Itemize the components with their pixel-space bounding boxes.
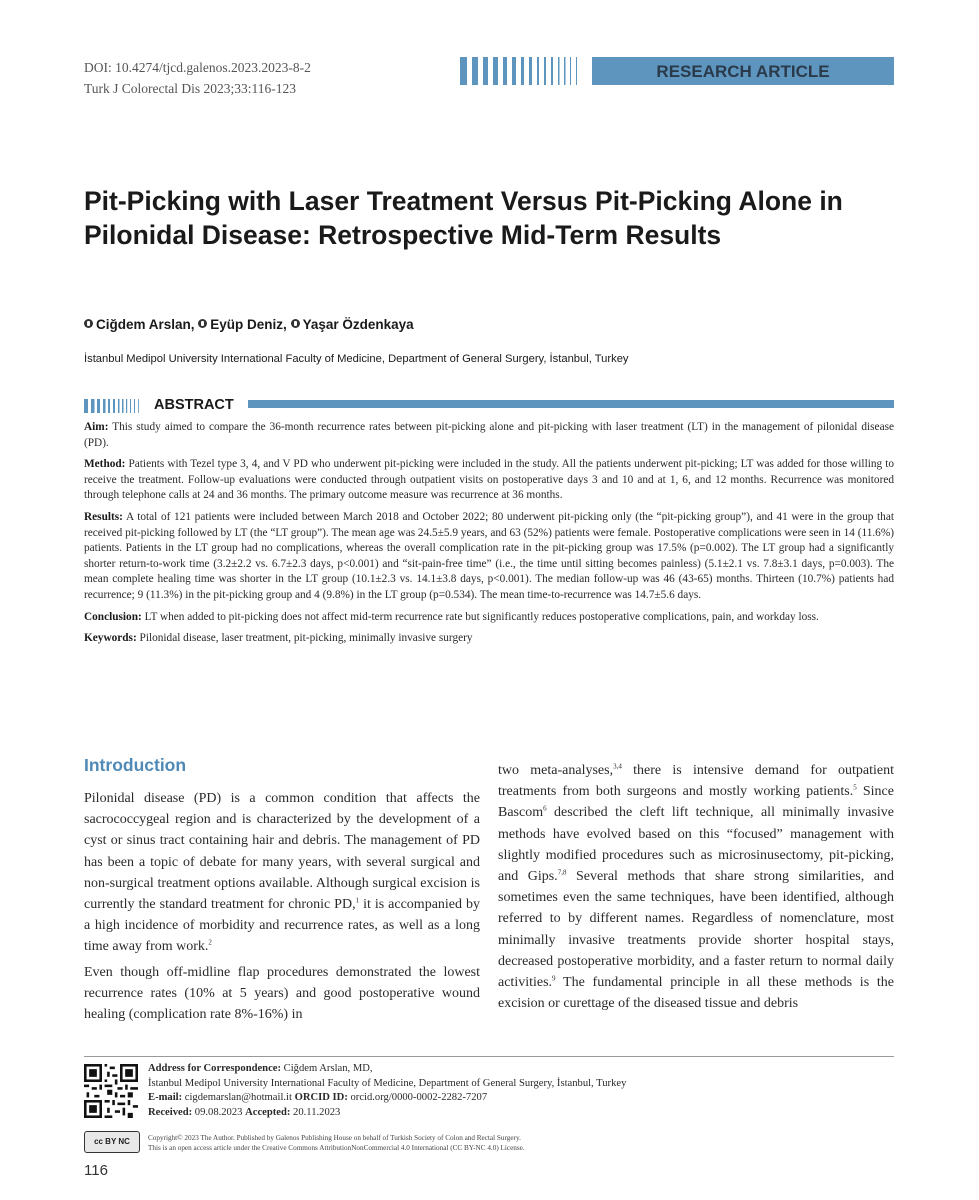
article-type-badge: RESEARCH ARTICLE <box>592 57 894 85</box>
author-list <box>84 317 414 332</box>
page-number: 116 <box>84 1162 108 1179</box>
body-column-right <box>498 760 894 1018</box>
correspondence-block: Address for Correspondence: Ciğdem Arslan, MD, İstanbul Medipol University International Faculty of Medicine, Department of General Surgery, İstanbul, Turkey E-mail: cigdemarslan@hotmail.it ORCID ID: orcid.org/0000-0002-2282-7207 Received: 09.08.2023 Accepted: 20.11.2023 <box>148 1063 627 1118</box>
abstract-heading: ABSTRACT <box>154 397 234 413</box>
citation-ref[interactable]: 3,4 <box>613 762 622 771</box>
citation-ref[interactable]: 1 <box>355 896 360 905</box>
abstract-results: Results: A total of 121 patients were included between March 2018 and October 2022; 80 underwent pit-picking only (the “pit-picking group”), and 41 were in the group that received pit-picking followed by LT (the “LT group”). The mean age was 24.5±5.9 years, and 63 (52%) patients were female. Postoperative complications were seen in 14 (11.6%) patients. Patients in the LT group had no complications, whereas the overall complication rate in the pit-picking group was 17.5% (p=0.002). The LT group had a significantly shorter return-to-work time (3.2±2.2 vs. 6.7±2.3 days, p<0.001) and “sit-pain-free time” (i.e., the time until sitting becomes painless) (5.1±2.1 vs. 7.8±3.1 days, p=0.003). The mean complete healing time was shorter in the LT group (10.1±2.3 vs. 14.1±3.8 days, p<0.001). The median follow-up was 46 (43-65) months. Thirteen (10.7%) patients had recurrence; 9 (11.3%) in the pit-picking group and 4 (9.8%) in the LT group (p=0.534). The mean time-to-recurrence was 14.7±5.6 days. <box>84 510 894 601</box>
orcid-icon[interactable] <box>291 319 300 328</box>
copyright-notice: Copyright© 2023 The Author. Published by Galenos Publishing House on behalf of Turkish Society of Colon and Rectal Surgery. This is an open access article under the Creative Commons AttributionNonCommercial 4.0 International (CC BY-NC 4.0) License. <box>148 1134 525 1152</box>
orcid-icon[interactable] <box>84 319 93 328</box>
citation-ref[interactable]: 9 <box>552 974 556 983</box>
abstract-aim: Aim: This study aimed to compare the 36-month recurrence rates between pit-picking alone and pit-picking with laser treatment (LT) in the management of pilonidal disease (PD). <box>84 421 894 449</box>
paragraph: Pilonidal disease (PD) is a common condition that affects the sacrococcygeal region and is characterized by the development of a cyst or sinus tract containing hair and debris. The management of PD has been a topic of debate for many years, with several surgical and non-surgical treatment options available. Although surgical excision is currently the standard treatment for chronic PD,$^1$ it is accompanied by a high incidence of morbidity and recurrence rates, as well as a long time away from work.$^2$ <box>84 791 481 955</box>
doi: DOI: 10.4274/tjcd.galenos.2023.2023-8-2 <box>84 60 311 75</box>
creative-commons-badge: cc BY NC <box>84 1131 140 1153</box>
author-name: Ciğdem Arslan, <box>96 317 195 332</box>
article-title: Pit-Picking with Laser Treatment Versus Pit-Picking Alone in Pilonidal Disease: Retrospective Mid-Term Results <box>84 186 843 250</box>
abstract-header <box>84 396 894 416</box>
abstract-bars-icon <box>84 399 146 413</box>
abstract-method: Method: Patients with Tezel type 3, 4, and V PD who underwent pit-picking were included in the study. All the patients underwent pit-picking; LT was added for those willing to receive the treatment. Follow-up evaluations were conducted through outpatient visits on postoperative days 3 and 10 and at 1, 6, and 12 months. Recurrence was monitored through telephone calls at 24 and 36 months. The primary outcome measure was recurrence at 36 months. <box>84 458 894 502</box>
qr-code-icon <box>84 1064 138 1118</box>
author-name: Yaşar Özdenkaya <box>302 317 414 332</box>
affiliation: İstanbul Medipol University International Faculty of Medicine, Department of General Surgery, İstanbul, Turkey <box>84 353 629 365</box>
abstract-keywords: Keywords: Pilonidal disease, laser treatment, pit-picking, minimally invasive surgery <box>84 632 473 645</box>
citation-ref[interactable]: 5 <box>853 783 857 792</box>
citation-ref[interactable]: 7,8 <box>557 868 567 877</box>
orcid-icon[interactable] <box>198 319 207 328</box>
section-heading-introduction: Introduction <box>84 755 187 775</box>
email-link[interactable]: cigdemarslan@hotmail.it <box>182 1092 295 1103</box>
paragraph: Even though off-midline flap procedures demonstrated the lowest recurrence rates (10% at 5 years) and good postoperative wound healing (complication rate 8%-16%) in <box>84 964 480 1023</box>
abstract-rule <box>248 400 894 408</box>
decorative-bars <box>460 57 585 85</box>
footer-divider <box>84 1056 894 1057</box>
author-name: Eyüp Deniz, <box>210 317 287 332</box>
paragraph: two meta-analyses,$^{3,4}$ there is intensive demand for outpatient treatments from both surgeons and mostly working patients.$^5$ Since Bascom$^6$ described the cleft lift technique, all minimally invasive methods have evolved based on this “focused” management with slightly modified procedures such as microsinusectomy, pit-picking, and Gips.$^{7,8}$ Several methods that share strong similarities, and sometimes even the same techniques, have been identified, although referred to by different names. Regardless of nomenclature, most minimally invasive treatments provide shorter hospital stays, decreased postoperative morbidity, and a faster return to normal daily activities.$^9$ The fundamental principle in all these methods is the excision or curettage of the diseased tissue and debris <box>498 762 894 1012</box>
journal-citation: Turk J Colorectal Dis 2023;33:116-123 <box>84 81 296 96</box>
orcid-link[interactable]: orcid.org/0000-0002-2282-7207 <box>347 1092 488 1103</box>
abstract-conclusion: Conclusion: LT when added to pit-picking does not affect mid-term recurrence rate but significantly reduces postoperative complications, pain, and workday loss. <box>84 610 819 623</box>
citation-ref[interactable]: 6 <box>543 804 547 813</box>
body-column-left <box>84 788 480 1029</box>
citation-ref[interactable]: 2 <box>208 938 212 947</box>
abstract-body <box>84 420 894 653</box>
